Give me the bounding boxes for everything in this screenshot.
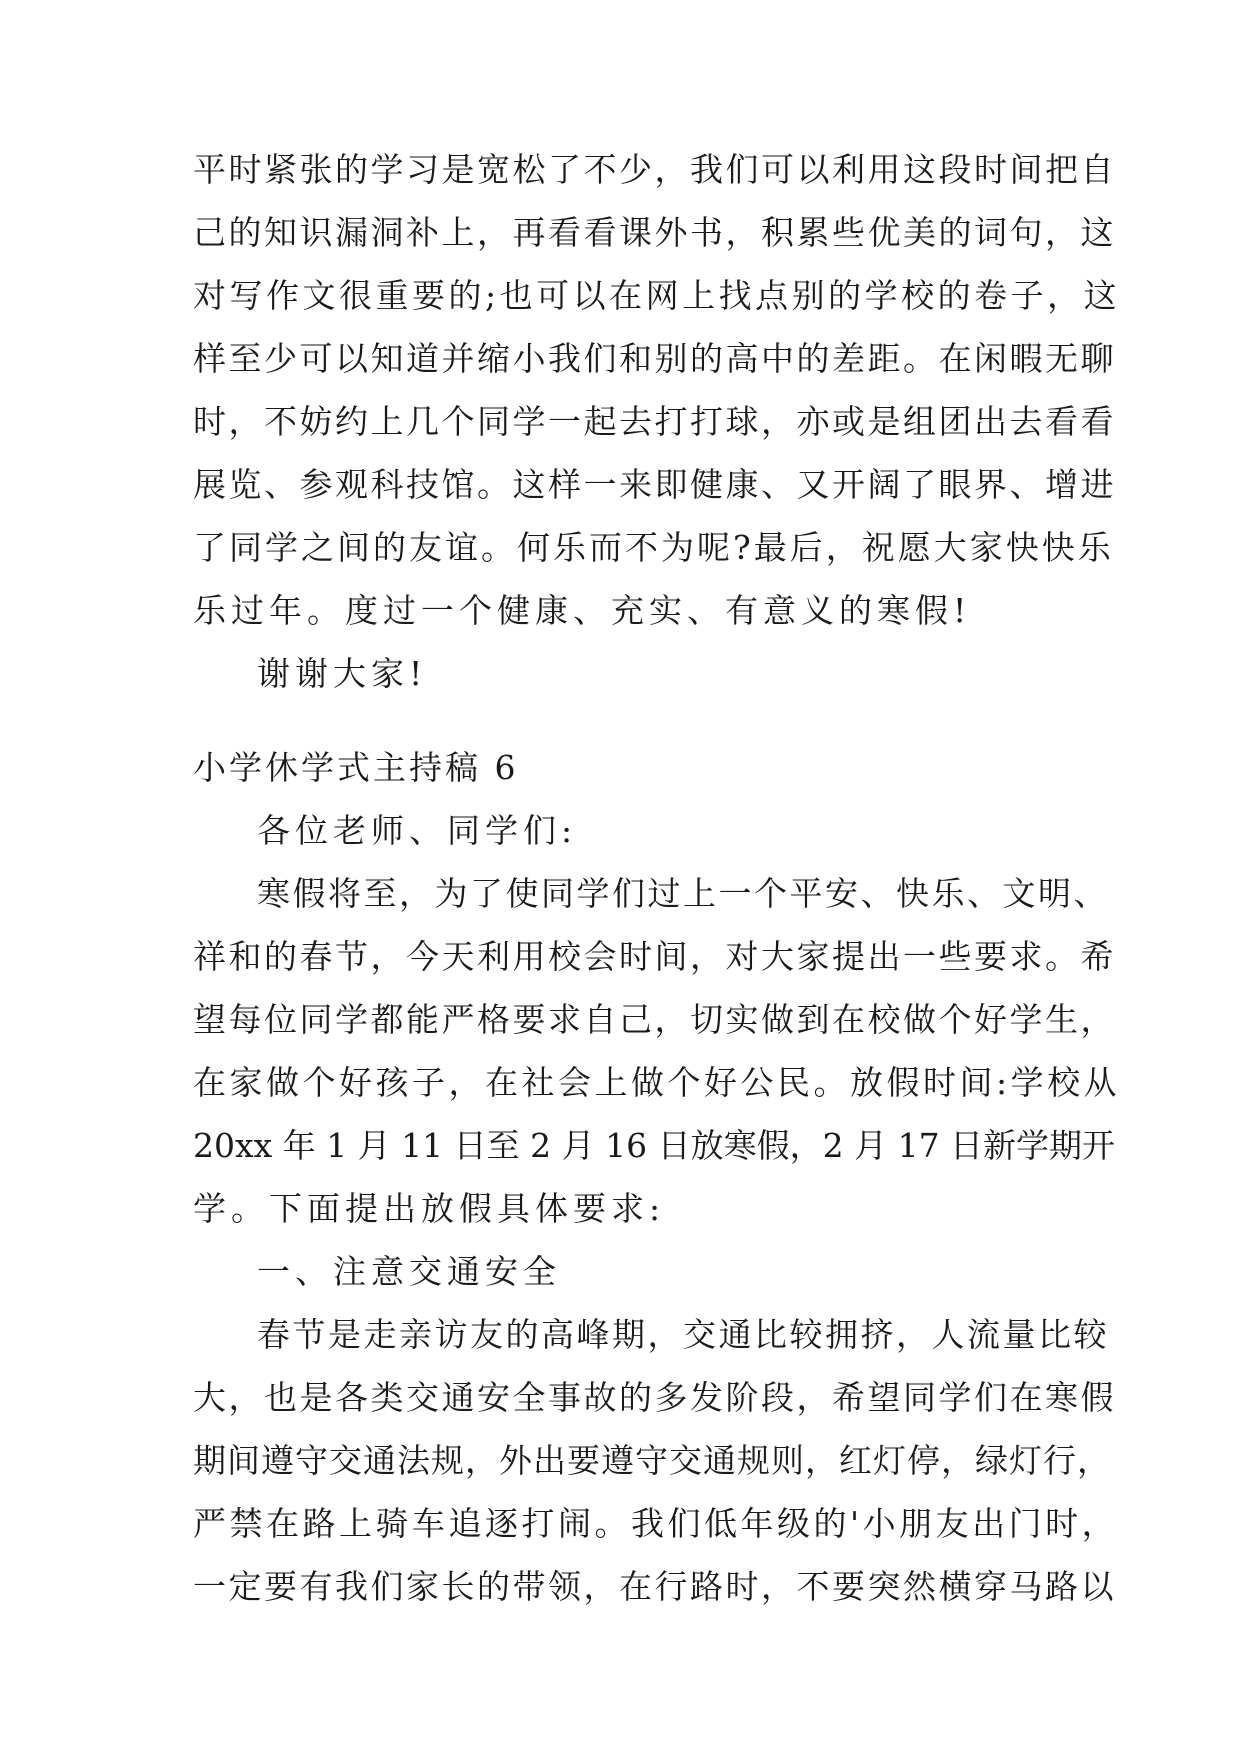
- paragraph-line: 严禁在路上骑车追逐打闹。我们低年级的'小朋友出门时，: [193, 1504, 1119, 1543]
- paragraph-line: 在家做个好孩子，在社会上做个好公民。放假时间:学校从: [193, 1063, 1121, 1102]
- greeting-line: 各位老师、同学们:: [257, 811, 578, 850]
- paragraph-line: 对写作文很重要的;也可以在网上找点别的学校的卷子，这: [193, 276, 1121, 315]
- subheading: 一、注意交通安全: [257, 1252, 561, 1291]
- section-title: 小学休学式主持稿 6: [193, 748, 519, 787]
- paragraph-line: 了同学之间的友谊。何乐而不为呢?最后，祝愿大家快快乐: [193, 528, 1114, 567]
- paragraph-line: 一定要有我们家长的带领，在行路时，不要突然横穿马路以: [193, 1567, 1116, 1606]
- paragraph-line: 学。下面提出放假具体要求:: [193, 1189, 666, 1228]
- paragraph-line: 寒假将至，为了使同学们过上一个平安、快乐、文明、: [257, 874, 1109, 913]
- paragraph-line: 己的知识漏洞补上，再看看课外书，积累些优美的词句，这: [193, 213, 1116, 252]
- thanks-line: 谢谢大家!: [257, 654, 428, 693]
- paragraph-line: 春节是走亲访友的高峰期，交通比较拥挤，人流量比较: [257, 1315, 1109, 1354]
- paragraph-line: 期间遵守交通法规，外出要遵守交通规则，红灯停，绿灯行，: [193, 1441, 1111, 1480]
- paragraph-line: 20xx 年 1 月 11 日至 2 月 16 日放寒假，2 月 17 日新学期开: [193, 1126, 1116, 1165]
- paragraph-line: 乐过年。度过一个健康、充实、有意义的寒假!: [193, 591, 972, 630]
- paragraph-line: 平时紧张的学习是宽松了不少，我们可以利用这段时间把自: [193, 150, 1116, 189]
- paragraph-line: 展览、参观科技馆。这样一来即健康、又开阔了眼界、增进: [193, 465, 1116, 504]
- paragraph-line: 时，不妨约上几个同学一起去打打球，亦或是组团出去看看: [193, 402, 1116, 441]
- paragraph-line: 祥和的春节，今天利用校会时间，对大家提出一些要求。希: [193, 937, 1116, 976]
- paragraph-line: 望每位同学都能严格要求自己，切实做到在校做个好学生，: [193, 1000, 1116, 1039]
- paragraph-line: 大，也是各类交通安全事故的多发阶段，希望同学们在寒假: [193, 1378, 1116, 1417]
- paragraph-line: 样至少可以知道并缩小我们和别的高中的差距。在闲暇无聊: [193, 339, 1116, 378]
